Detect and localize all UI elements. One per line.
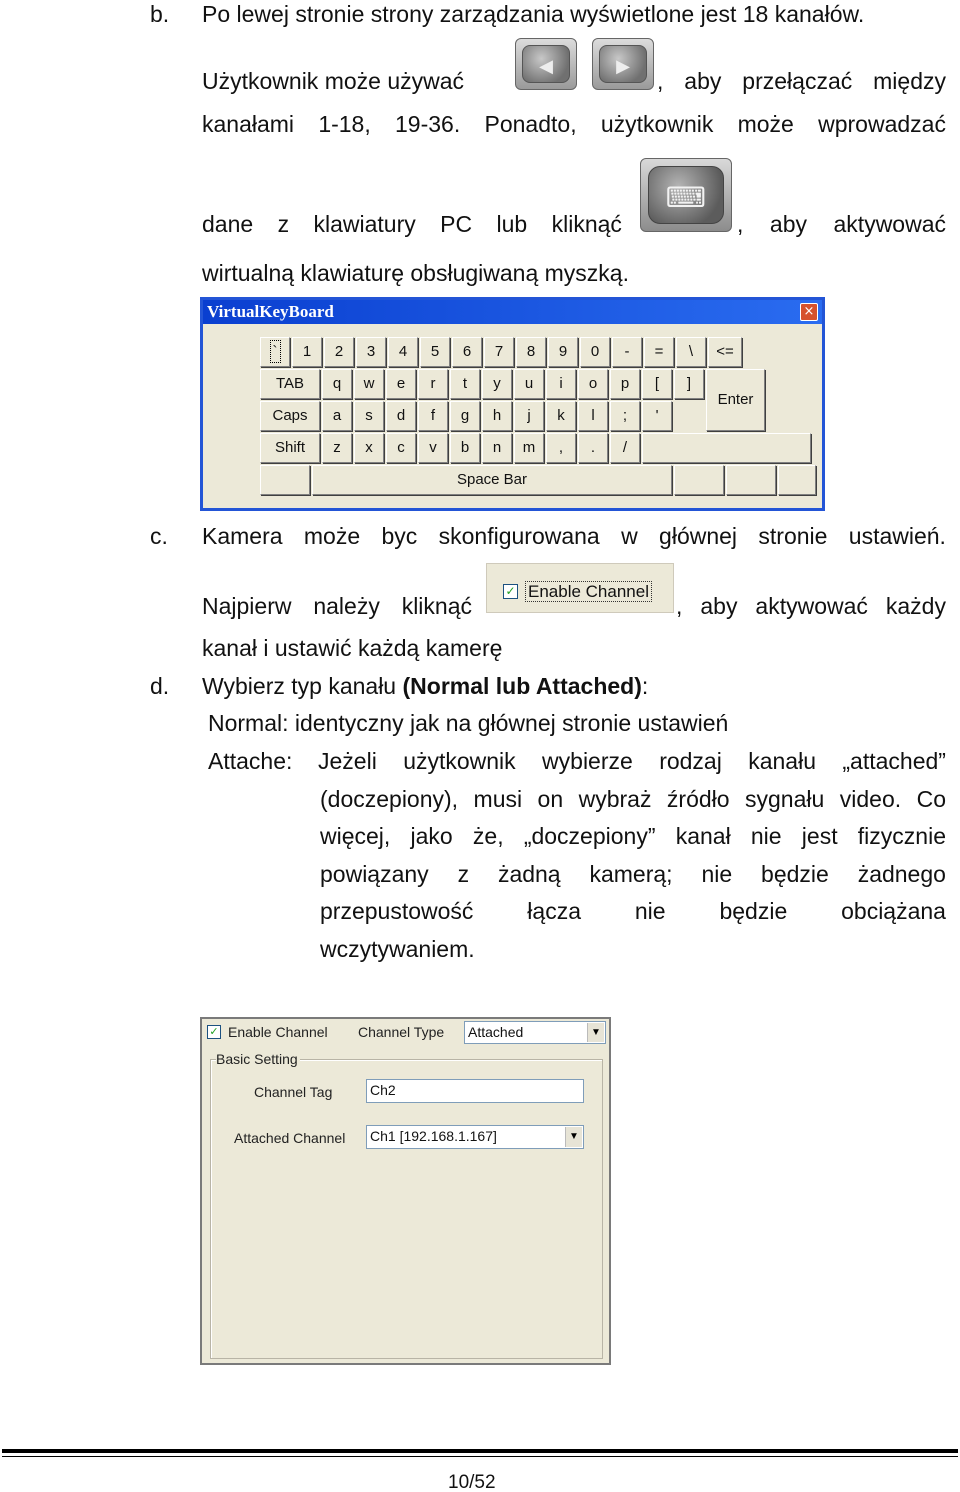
chevron-down-icon[interactable]: ▼ <box>565 1127 582 1147</box>
key[interactable]: k <box>546 401 576 431</box>
attached-channel-select[interactable]: Ch1 [192.168.1.167] ▼ <box>366 1125 584 1149</box>
virtual-keyboard-button <box>640 158 732 232</box>
channel-tag-input[interactable]: Ch2 <box>366 1079 584 1103</box>
chevron-left-icon: ◀ <box>539 56 553 77</box>
chevron-right-icon: ▶ <box>616 56 630 77</box>
attached-channel-label: Attached Channel <box>234 1130 346 1146</box>
key[interactable]: x <box>354 433 384 463</box>
key[interactable]: ' <box>642 401 672 431</box>
key[interactable]: c <box>386 433 416 463</box>
key[interactable]: [ <box>642 369 672 399</box>
paragraph-line: , aby przełączać między <box>657 68 946 94</box>
basic-setting-title: Basic Setting <box>216 1051 298 1067</box>
key[interactable]: v <box>418 433 448 463</box>
key[interactable]: o <box>578 369 608 399</box>
key[interactable]: 5 <box>420 337 450 367</box>
paragraph-line: powiązany z żadną kamerą; nie będzie żadnego <box>320 861 946 887</box>
list-marker-d: d. <box>150 673 170 699</box>
list-marker-c: c. <box>150 523 168 549</box>
key[interactable]: i <box>546 369 576 399</box>
enable-channel-label: Enable Channel <box>525 581 652 602</box>
paragraph-line: Wybierz typ kanału (Normal lub Attached): <box>202 673 649 699</box>
paragraph-line: , aby aktywować <box>737 211 946 237</box>
key[interactable]: . <box>578 433 608 463</box>
close-icon[interactable]: × <box>800 303 818 321</box>
paragraph-line: przepustowość łącza nie będzie obciążana <box>320 898 946 924</box>
key-blank[interactable] <box>674 465 724 495</box>
key[interactable]: 8 <box>516 337 546 367</box>
key[interactable]: Shift <box>260 433 320 463</box>
paragraph-line: wirtualną klawiaturę obsługiwaną myszką. <box>202 260 629 286</box>
paragraph-line: kanałami 1-18, 19-36. Ponadto, użytkownik może wprowadzać <box>202 111 946 137</box>
channel-type-label: Channel Type <box>358 1024 445 1040</box>
paragraph-line: Jeżeli użytkownik wybierze rodzaj kanału „attached” <box>318 748 946 774</box>
paragraph-line: (doczepiony), musi on wybraż źródło sygnału video. Co <box>320 786 946 812</box>
attache-label: Attache: <box>208 748 293 774</box>
key[interactable]: 2 <box>324 337 354 367</box>
key[interactable]: d <box>386 401 416 431</box>
key[interactable]: u <box>514 369 544 399</box>
page-number: 10/52 <box>448 1472 496 1492</box>
key[interactable]: h <box>482 401 512 431</box>
key[interactable]: e <box>386 369 416 399</box>
enter-key[interactable]: Enter <box>706 369 765 431</box>
paragraph-line: kanał i ustawić każdą kamerę <box>202 635 503 661</box>
key[interactable]: ; <box>610 401 640 431</box>
key[interactable]: f <box>418 401 448 431</box>
key[interactable]: ` <box>260 337 290 367</box>
key[interactable]: <= <box>708 337 742 367</box>
enable-channel-label: Enable Channel <box>228 1024 328 1040</box>
key[interactable]: - <box>612 337 642 367</box>
key[interactable]: 9 <box>548 337 578 367</box>
key[interactable]: w <box>354 369 384 399</box>
checkbox-check-icon: ✓ <box>503 584 518 599</box>
key[interactable]: , <box>546 433 576 463</box>
paragraph-line: Najpierw należy kliknąć <box>202 593 472 619</box>
key[interactable]: b <box>450 433 480 463</box>
key[interactable]: l <box>578 401 608 431</box>
key[interactable]: Caps <box>260 401 320 431</box>
paragraph-line: wczytywaniem. <box>320 936 475 962</box>
enable-channel-checkbox-image <box>486 563 674 613</box>
paragraph-line: Kamera może byc skonfigurowana w głównej stronie ustawień. <box>202 523 946 549</box>
key[interactable]: 6 <box>452 337 482 367</box>
window-title: VirtualKeyBoard <box>203 300 822 324</box>
basic-setting-group <box>210 1059 603 1359</box>
key[interactable]: y <box>482 369 512 399</box>
key[interactable]: 3 <box>356 337 386 367</box>
key-blank[interactable] <box>642 433 811 463</box>
chevron-down-icon[interactable]: ▼ <box>587 1023 604 1042</box>
key[interactable]: r <box>418 369 448 399</box>
normal-description: Normal: identyczny jak na głównej stronie ustawień <box>208 710 729 736</box>
space-bar-key[interactable]: Space Bar <box>312 465 672 495</box>
footer-rule <box>2 1456 958 1457</box>
key[interactable]: a <box>322 401 352 431</box>
paragraph-line: dane z klawiatury PC lub kliknąć <box>202 211 622 237</box>
channel-type-select[interactable]: Attached ▼ <box>464 1021 606 1044</box>
key[interactable]: q <box>322 369 352 399</box>
key[interactable]: j <box>514 401 544 431</box>
next-page-button <box>592 38 654 90</box>
key[interactable]: n <box>482 433 512 463</box>
paragraph-line: Użytkownik może używać <box>202 68 465 94</box>
key[interactable]: s <box>354 401 384 431</box>
paragraph-line: Po lewej stronie strony zarządzania wyświetlone jest 18 kanałów. <box>202 1 865 27</box>
key-blank[interactable] <box>778 465 816 495</box>
keyboard-icon: ⌨ <box>665 181 707 214</box>
paragraph-line: więcej, jako że, „doczepiony” kanał nie jest fizycznie <box>320 823 946 849</box>
key[interactable]: ] <box>674 369 704 399</box>
key[interactable]: 0 <box>580 337 610 367</box>
key[interactable]: p <box>610 369 640 399</box>
key-blank[interactable] <box>726 465 776 495</box>
channel-settings-panel <box>200 1017 611 1365</box>
prev-page-button <box>515 38 577 90</box>
channel-tag-label: Channel Tag <box>254 1084 333 1100</box>
key[interactable]: z <box>322 433 352 463</box>
key-blank[interactable] <box>260 465 310 495</box>
list-marker-b: b. <box>150 1 170 27</box>
paragraph-line: , aby aktywować każdy <box>676 593 946 619</box>
key[interactable]: / <box>610 433 640 463</box>
key[interactable]: g <box>450 401 480 431</box>
key[interactable]: TAB <box>260 369 320 399</box>
key[interactable]: 1 <box>292 337 322 367</box>
key[interactable]: t <box>450 369 480 399</box>
footer-rule <box>2 1449 958 1453</box>
key[interactable]: \ <box>676 337 706 367</box>
enable-channel-checkbox[interactable]: ✓ <box>207 1025 221 1039</box>
key[interactable]: m <box>514 433 544 463</box>
key[interactable]: = <box>644 337 674 367</box>
virtual-keyboard-window <box>200 297 825 511</box>
key[interactable]: 4 <box>388 337 418 367</box>
key[interactable]: 7 <box>484 337 514 367</box>
